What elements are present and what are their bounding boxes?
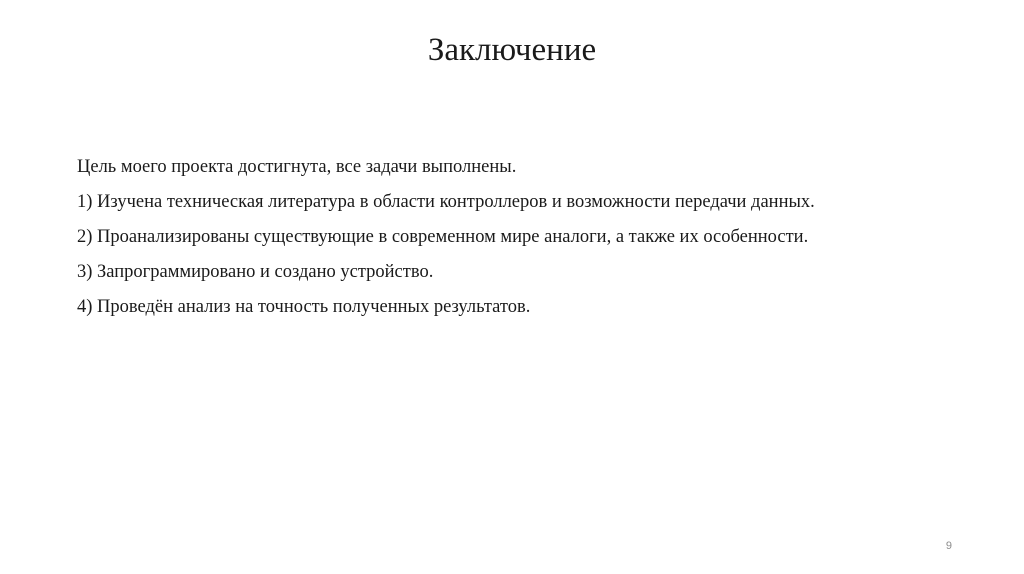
page-number: 9 (945, 540, 952, 552)
conclusion-item-4: 4) Проведён анализ на точность полученных результатов. (77, 297, 531, 317)
conclusion-item-1: 1) Изучена техническая литература в области контроллеров и возможности передачи данных. (77, 192, 815, 212)
conclusion-item-2: 2) Проанализированы существующие в современном мире аналоги, а также их особенности. (77, 227, 809, 247)
slide-body (77, 150, 977, 325)
conclusion-item-3: 3) Запрограммировано и создано устройство. (77, 262, 434, 282)
summary-line: Цель моего проекта достигнута, все задачи выполнены. (77, 157, 517, 177)
slide-title: Заключение (427, 32, 597, 68)
